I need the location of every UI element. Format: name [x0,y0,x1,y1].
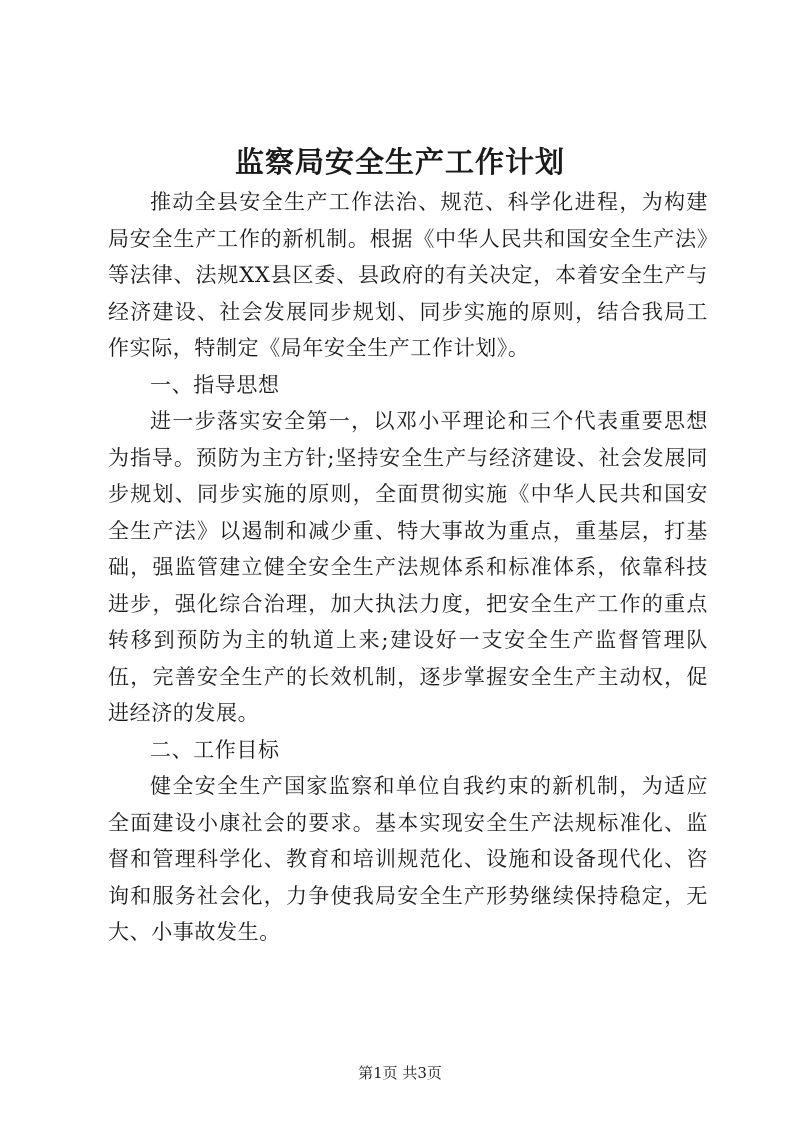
page-number-footer: 第1页 共3页 [358,1064,442,1082]
document-body [108,184,708,951]
section-paragraph-work-goals: 健全安全生产国家监察和单位自我约束的新机制，为适应全面建设小康社会的要求。基本实现安全生产法规标准化、监督和管理科学化、教育和培训规范化、设施和设备现代化、咨询和服务社会化，力争使我局安全生产形势继续保持稳定，无大、小事故发生。 [108,774,708,944]
section-heading-work-goals: 二、工作目标 [150,737,280,762]
section-paragraph-guiding-ideology: 进一步落实安全第一，以邓小平理论和三个代表重要思想为指导。预防为主方针;坚持安全生产与经济建设、社会发展同步规划、同步实施的原则，全面贯彻实施《中华人民共和国安全生产法》以遏制和减少重、特大事故为重点，重基层，打基础，强监管建立健全安全生产法规体系和标准体系，依靠科技进步，强化综合治理，加大执法力度，把安全生产工作的重点转移到预防为主的轨道上来;建设好一支安全生产监督管理队伍，完善安全生产的长效机制，逐步掌握安全生产主动权，促进经济的发展。 [108,409,708,725]
section-heading-guiding-ideology: 一、指导思想 [150,372,280,397]
intro-paragraph: 推动全县安全生产工作法治、规范、科学化进程，为构建局安全生产工作的新机制。根据《中华人民共和国安全生产法》等法律、法规XX县区委、县政府的有关决定，本着安全生产与经济建设、社会发展同步规划、同步实施的原则，结合我局工作实际，特制定《局年安全生产工作计划》。 [108,190,708,360]
document-title: 监察局安全生产工作计划 [234,145,565,179]
